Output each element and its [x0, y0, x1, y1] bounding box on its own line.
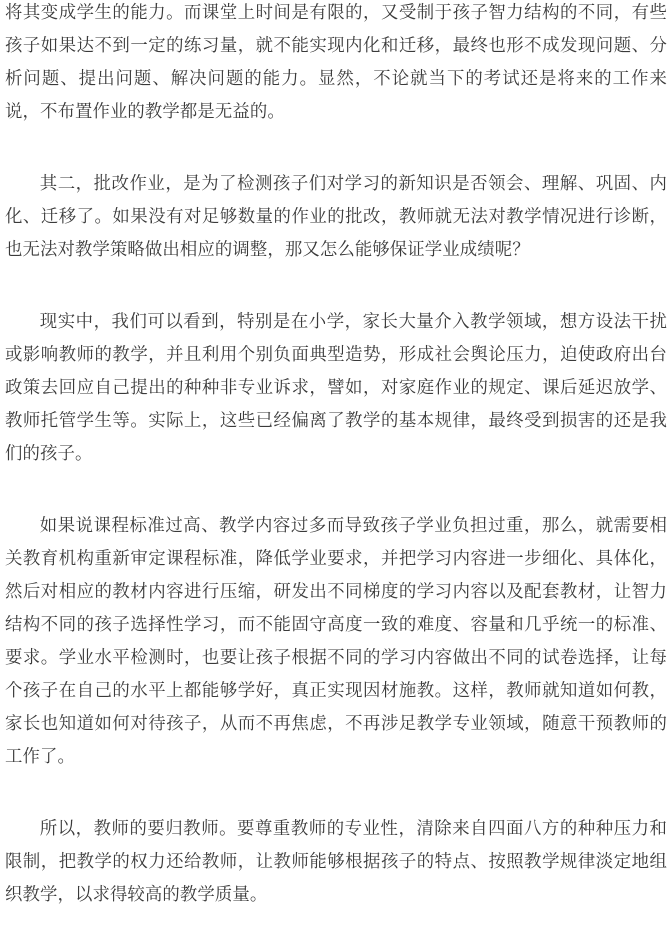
paragraph-curriculum-standards: 如果说课程标准过高、教学内容过多而导致孩子学业负担过重，那么，就需要相关教育机构重新审定课程标准，降低学业要求，并把学习内容进一步细化、具体化，然后对相应的教材内容进行压缩，研发出不同梯度的学习内容以及配套教材，让智力结构不同的孩子选择性学习，而不能固守高度一致的难度、容量和几乎统一的标准、要求。学业水平检测时，也要让孩子根据不同的学习内容做出不同的试卷选择，让每个孩子在自己的水平上都能够学好，真正实现因材施教。这样，教师就知道如何教，家长也知道如何对待孩子，从而不再焦虑，不再涉足教学专业领域，随意干预教师的工作了。	[5, 516, 667, 767]
article-body	[5, 0, 667, 951]
paragraph-grading-homework: 其二，批改作业，是为了检测孩子们对学习的新知识是否领会、理解、巩固、内化、迁移了。如果没有对足够数量的作业的批改，教师就无法对教学情况进行诊断，也无法对教学策略做出相应的调整，那又怎么能够保证学业成绩呢？	[5, 174, 667, 260]
paragraph-continued-homework-purpose: 将其变成学生的能力。而课堂上时间是有限的，又受制于孩子智力结构的不同，有些孩子如果达不到一定的练习量，就不能实现内化和迁移，最终也形不成发现问题、分析问题、提出问题、解决问题的能力。显然，不论就当下的考试还是将来的工作来说，不布置作业的教学都是无益的。	[5, 3, 667, 122]
paragraph-conclusion: 所以，教师的要归教师。要尊重教师的专业性，清除来自四面八方的种种压力和限制，把教学的权力还给教师，让教师能够根据孩子的特点、按照教学规律淡定地组织教学，以求得较高的教学质量。	[5, 819, 667, 905]
paragraph-parent-intervention: 现实中，我们可以看到，特别是在小学，家长大量介入教学领域，想方设法干扰或影响教师的教学，并且利用个别负面典型造势，形成社会舆论压力，迫使政府出台政策去回应自己提出的种种非专业诉求，譬如，对家庭作业的规定、课后延迟放学、教师托管学生等。实际上，这些已经偏离了教学的基本规律，最终受到损害的还是我们的孩子。	[5, 312, 667, 464]
